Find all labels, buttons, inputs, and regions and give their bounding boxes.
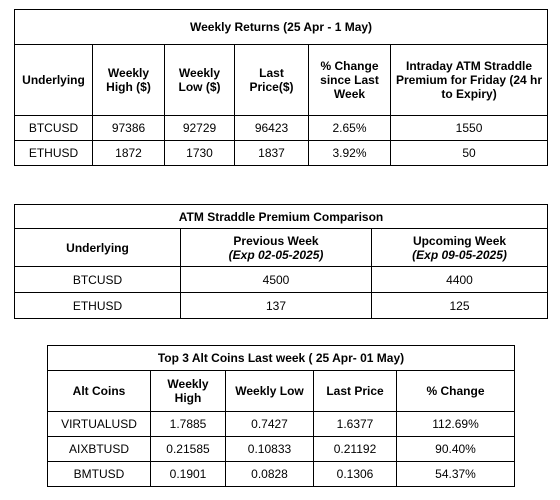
header-underlying: Underlying [15, 45, 93, 116]
table-title-row [48, 346, 515, 371]
table-row [15, 141, 548, 166]
header-weekly-low: Weekly Low [226, 371, 314, 412]
table-header-row [48, 371, 515, 412]
cell-pct-change: 2.65% [309, 116, 391, 141]
cell-pct-change: 54.37% [397, 462, 515, 487]
cell-straddle-premium: 50 [391, 141, 548, 166]
cell-last-price: 1.6377 [314, 412, 397, 437]
cell-last-price: 0.21192 [314, 437, 397, 462]
previous-week-label: Previous Week [233, 233, 319, 248]
header-straddle-premium: Intraday ATM Straddle Premium for Friday (24 hr to Expiry) [391, 45, 548, 116]
previous-week-expiry: (Exp 02-05-2025) [228, 247, 324, 262]
alt-coins-title: Top 3 Alt Coins Last week ( 25 Apr- 01 May) [48, 346, 515, 371]
header-pct-change: % Change since Last Week [309, 45, 391, 116]
header-weekly-low: Weekly Low ($) [165, 45, 235, 116]
alt-coins-table [47, 345, 515, 487]
cell-upcoming-week: 125 [372, 293, 548, 319]
cell-pct-change: 3.92% [309, 141, 391, 166]
upcoming-week-label: Upcoming Week [412, 233, 507, 248]
cell-weekly-low: 0.0828 [226, 462, 314, 487]
cell-weekly-high: 1872 [93, 141, 165, 166]
cell-last-price: 1837 [235, 141, 309, 166]
cell-straddle-premium: 1550 [391, 116, 548, 141]
cell-weekly-low: 0.7427 [226, 412, 314, 437]
header-last-price: Last Price($) [235, 45, 309, 116]
cell-weekly-low: 1730 [165, 141, 235, 166]
cell-pct-change: 90.40% [397, 437, 515, 462]
cell-alt-coin: AIXBTUSD [48, 437, 151, 462]
cell-previous-week: 137 [181, 293, 372, 319]
table-row [15, 267, 548, 293]
header-weekly-high: Weekly High ($) [93, 45, 165, 116]
cell-underlying: BTCUSD [15, 116, 93, 141]
table-header-row [15, 229, 548, 267]
header-alt-coins: Alt Coins [48, 371, 151, 412]
header-previous-week [181, 229, 372, 267]
table-row [48, 412, 515, 437]
straddle-comparison-table [14, 204, 548, 319]
header-last-price: Last Price [314, 371, 397, 412]
straddle-comparison-title: ATM Straddle Premium Comparison [15, 205, 548, 229]
header-pct-change: % Change [397, 371, 515, 412]
cell-underlying: ETHUSD [15, 293, 181, 319]
cell-underlying: BTCUSD [15, 267, 181, 293]
table-row [15, 293, 548, 319]
cell-weekly-high: 0.21585 [151, 437, 226, 462]
cell-pct-change: 112.69% [397, 412, 515, 437]
weekly-returns-title: Weekly Returns (25 Apr - 1 May) [15, 10, 548, 45]
cell-last-price: 96423 [235, 116, 309, 141]
cell-weekly-high: 97386 [93, 116, 165, 141]
cell-upcoming-week: 4400 [372, 267, 548, 293]
upcoming-week-expiry: (Exp 09-05-2025) [412, 247, 507, 262]
header-underlying: Underlying [15, 229, 181, 267]
table-title-row [15, 10, 548, 45]
cell-weekly-high: 0.1901 [151, 462, 226, 487]
cell-alt-coin: VIRTUALUSD [48, 412, 151, 437]
table-header-row [15, 45, 548, 116]
cell-last-price: 0.1306 [314, 462, 397, 487]
cell-weekly-high: 1.7885 [151, 412, 226, 437]
table-row [48, 462, 515, 487]
header-weekly-high: Weekly High [151, 371, 226, 412]
table-row [15, 116, 548, 141]
header-upcoming-week [372, 229, 548, 267]
cell-weekly-low: 92729 [165, 116, 235, 141]
table-title-row [15, 205, 548, 229]
cell-weekly-low: 0.10833 [226, 437, 314, 462]
table-row [48, 437, 515, 462]
cell-alt-coin: BMTUSD [48, 462, 151, 487]
weekly-returns-table [14, 9, 548, 166]
cell-underlying: ETHUSD [15, 141, 93, 166]
cell-previous-week: 4500 [181, 267, 372, 293]
